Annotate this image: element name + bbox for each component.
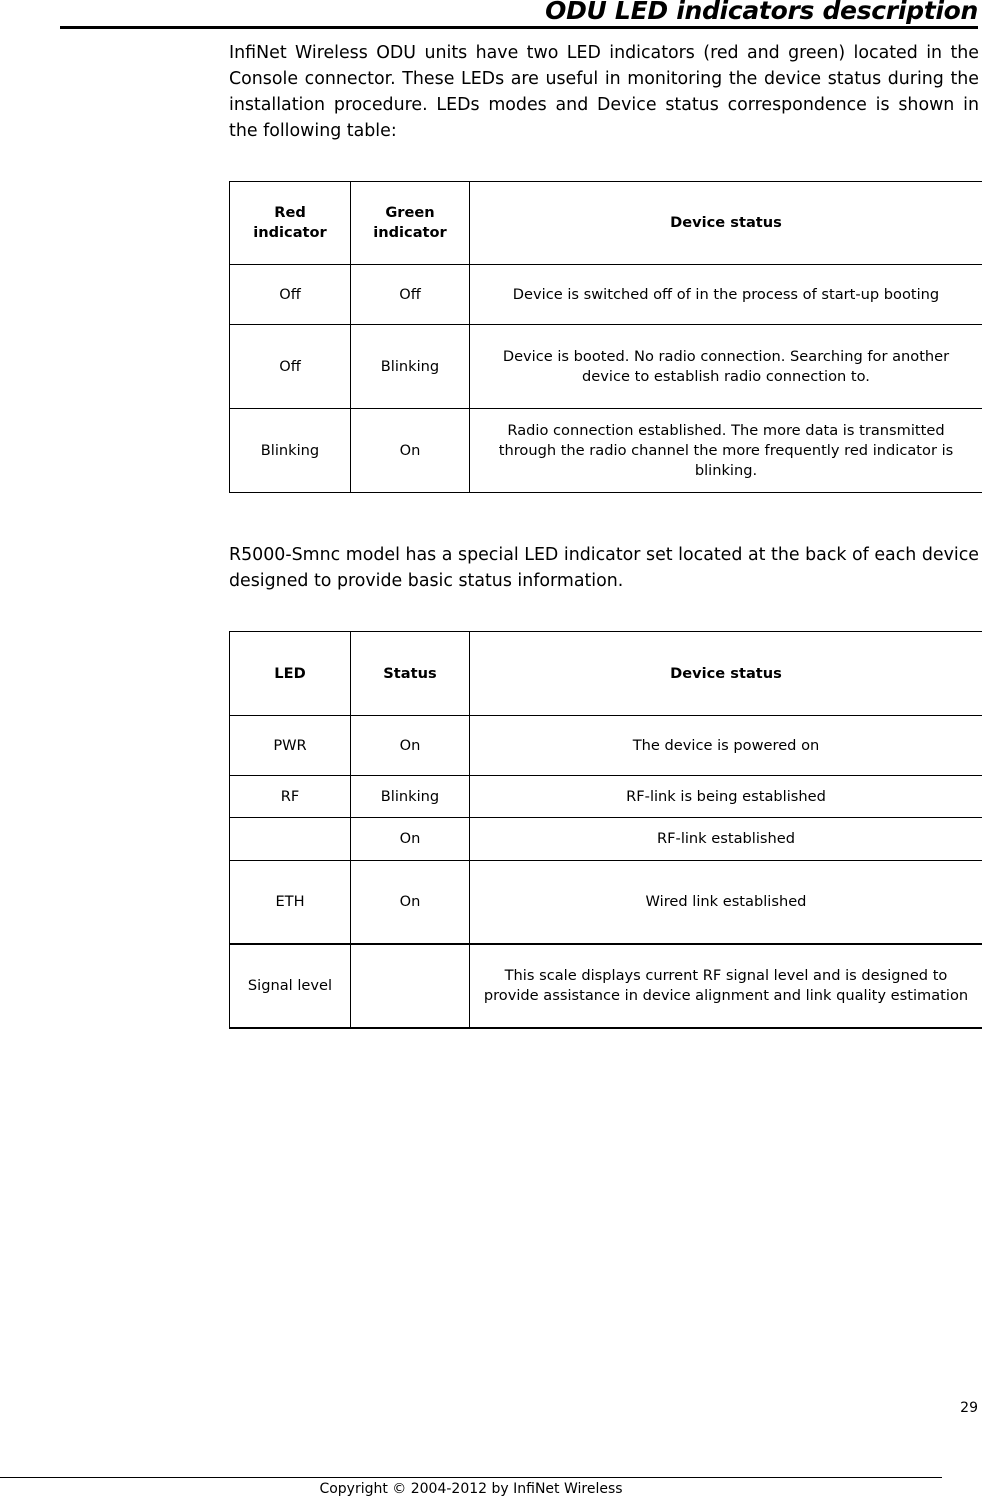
table-header-row [230,632,982,716]
page-number: 29 [960,1400,978,1416]
header-cell: Device status [470,182,982,265]
table-cell: Device is switched off of in the process of start-up booting [470,265,982,325]
header-cell: Green indicator [351,182,470,265]
header-cell: Red indicator [230,182,351,265]
header-cell: Status [351,632,470,716]
table-row [230,265,982,325]
smnc-paragraph: R5000-Smnc model has a special LED indicator set located at the back of each device designed to provide basic status information. [229,545,979,591]
table-cell: On [351,409,470,493]
table-cell: On [351,818,470,861]
table-cell: Device is booted. No radio connection. Searching for another device to establish radio connection to. [470,325,982,409]
header-cell: Device status [470,632,982,716]
table-header-row [230,182,982,265]
table-row [230,818,982,861]
table-row [230,325,982,409]
table-cell: Blinking [230,409,351,493]
table-row [230,944,982,1028]
table-cell: Off [351,265,470,325]
footer-rule [0,1477,942,1478]
table-cell [351,944,470,1028]
table-cell: PWR [230,716,351,776]
table-cell: On [351,716,470,776]
odu-led-table [229,181,982,493]
copyright-footer: Copyright © 2004-2012 by InfiNet Wireless [319,1481,623,1497]
table-cell: Off [230,265,351,325]
smnc-led-table [229,631,982,1029]
table-cell: RF-link established [470,818,982,861]
table-cell: The device is powered on [470,716,982,776]
table-cell: On [351,861,470,944]
table-cell: ETH [230,861,351,944]
title-rule [60,26,978,29]
table-row [230,861,982,944]
table-cell: Signal level [230,944,351,1028]
page-title: ODU LED indicators description [545,0,978,25]
header-cell: LED [230,632,351,716]
table-cell: RF [230,776,351,818]
table-row [230,716,982,776]
intro-paragraph: InfiNet Wireless ODU units have two LED indicators (red and green) located in the Console connector. These LEDs are useful in monitoring the device status during the installation procedure. LEDs modes and Device status correspondence is shown in the following table: [229,43,979,141]
table-row [230,409,982,493]
table-cell: This scale displays current RF signal level and is designed to provide assistance in device alignment and link quality estimation [470,944,982,1028]
table-cell: Wired link established [470,861,982,944]
table-cell: Radio connection established. The more data is transmitted through the radio channel the more frequently red indicator is blinking. [470,409,982,493]
table-row [230,776,982,818]
table-cell: Blinking [351,776,470,818]
table-cell: Blinking [351,325,470,409]
table-cell: Off [230,325,351,409]
table-cell: RF-link is being established [470,776,982,818]
table-cell [230,818,351,861]
